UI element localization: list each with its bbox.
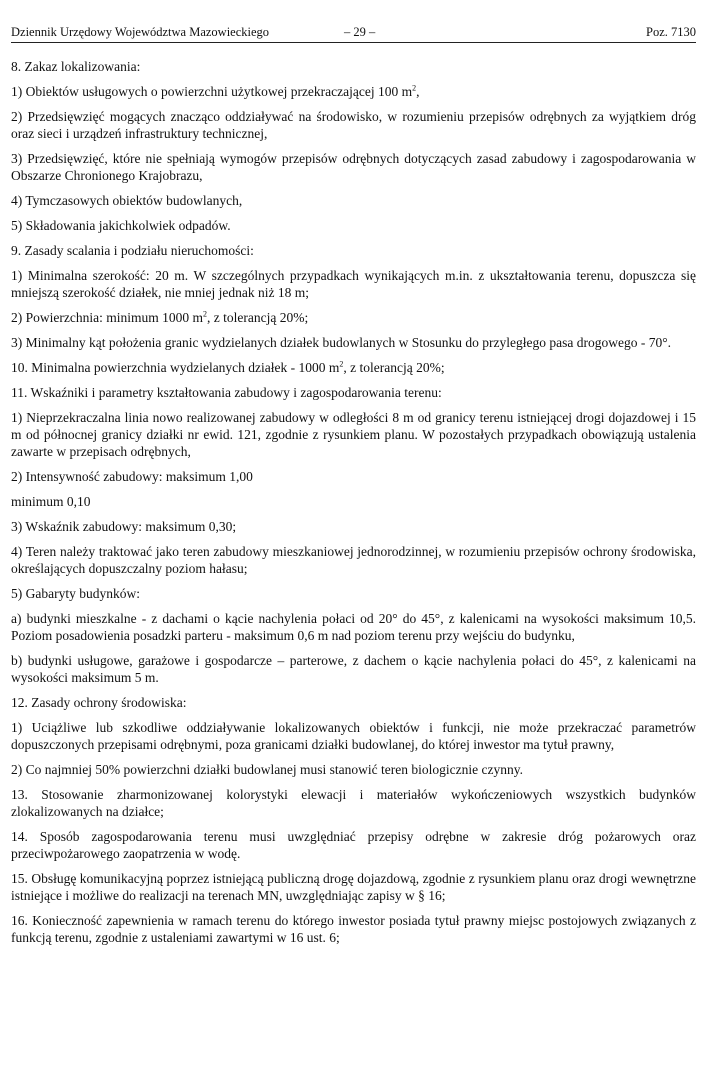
section-11-item-5b: b) budynki usługowe, garażowe i gospodarcze – parterowe, z dachem o kącie nachylenia połaci do 45°, z kalenicami na wysokości maksimum 5 m. [11,653,696,685]
position-number: Poz. 7130 [646,25,696,39]
section-9-item-2: 2) Powierzchnia: minimum 1000 $m^2$, z tolerancją 20%; [11,309,309,325]
section-9-title: 9. Zasady scalania i podziału nieruchomości: [11,243,254,258]
section-9-item-3: 3) Minimalny kąt położenia granic wydzielanych działek budowlanych w Stosunku do przyległego pasa drogowego - 70°. [11,335,671,350]
journal-title: Dziennik Urzędowy Województwa Mazowieckiego [11,25,270,39]
document-body [11,58,696,954]
section-11-item-5: 5) Gabaryty budynków: [11,586,140,601]
section-8-item-5: 5) Składowania jakichkolwiek odpadów. [11,218,231,233]
page-number: – 29 – [344,25,376,39]
section-8-item-3: 3) Przedsięwzięć, które nie spełniają wymogów przepisów odrębnych dotyczących zasad zabudowy i zagospodarowania w Obszarze Chronionego Krajobrazu, [11,151,696,183]
section-8-item-1: 1) Obiektów usługowych o powierzchni użytkowej przekraczającej 100 $m^2$, [11,83,420,99]
section-12-title: 12. Zasady ochrony środowiska: [11,695,187,710]
section-11-item-4: 4) Teren należy traktować jako teren zabudowy mieszkaniowej jednorodzinnej, w rozumieniu przepisów ochrony środowiska, określających dopuszczalny poziom hałasu; [11,544,696,576]
section-11-item-1: 1) Nieprzekraczalna linia nowo realizowanej zabudowy w odległości 8 m od granicy terenu istniejącej drogi dojazdowej i 15 m od północnej granicy działki nr ewid. 121, zgodnie z rysunkiem planu. W pozostałych przypadkach obowiązują ustalenia zawarte w przepisach odrębnych, [11,410,696,459]
section-9-item-1: 1) Minimalna szerokość: 20 m. W szczególnych przypadkach wynikających m.in. z ukształtowania terenu, dopuszcza się mniejszą szerokość działek, nie mniej jednak niż 18 m; [11,268,696,300]
section-11-item-3: 3) Wskaźnik zabudowy: maksimum 0,30; [11,519,237,534]
section-16: 16. Konieczność zapewnienia w ramach terenu do którego inwestor posiada tytuł prawny miejsc postojowych związanych z funkcją terenu, zgodnie z ustaleniami zawartymi w 16 ust. 6; [11,913,696,945]
section-15: 15. Obsługę komunikacyjną poprzez istniejącą publiczną drogę dojazdową, zgodnie z rysunkiem planu oraz drogi wewnętrzne istniejące i możliwe do realizacji na terenach MN, uwzględniając zapisy w § 16; [11,871,696,903]
section-13: 13. Stosowanie zharmonizowanej kolorystyki elewacji i materiałów wykończeniowych wszystkich budynków zlokalizowanych na działce; [11,787,696,819]
section-12-item-1: 1) Uciążliwe lub szkodliwe oddziaływanie lokalizowanych obiektów i funkcji, nie może przekraczać parametrów dopuszczonych przepisami odrębnymi, poza granicami działki budowlanej, do której inwestor ma tytuł prawny, [11,720,696,752]
section-11-item-2-min: minimum 0,10 [11,494,91,509]
section-11-item-5a: a) budynki mieszkalne - z dachami o kącie nachylenia połaci od 20° do 45°, z kalenicami na wysokości maksimum 10,5. Poziom posadowienia posadzki parteru - maksimum 0,6 m nad poziom terenu przy wejściu do budynku, [11,611,696,643]
section-10: 10. Minimalna powierzchnia wydzielanych działek - 1000 $m^2$, z tolerancją 20%; [11,359,445,375]
section-8-item-2: 2) Przedsięwzięć mogących znacząco oddziaływać na środowisko, w rozumieniu przepisów odrębnych za wyjątkiem dróg oraz sieci i urządzeń infrastruktury technicznej, [11,109,696,141]
page-header [11,24,696,43]
section-14: 14. Sposób zagospodarowania terenu musi uwzględniać przepisy odrębne w zakresie dróg pożarowych oraz przeciwpożarowego zaopatrzenia w wodę. [11,829,696,861]
section-12-item-2: 2) Co najmniej 50% powierzchni działki budowlanej musi stanowić teren biologicznie czynny. [11,762,523,777]
section-11-title: 11. Wskaźniki i parametry kształtowania zabudowy i zagospodarowania terenu: [11,385,442,400]
section-8-title: 8. Zakaz lokalizowania: [11,59,141,74]
section-11-item-2: 2) Intensywność zabudowy: maksimum 1,00 [11,469,253,484]
section-8-item-4: 4) Tymczasowych obiektów budowlanych, [11,193,243,208]
